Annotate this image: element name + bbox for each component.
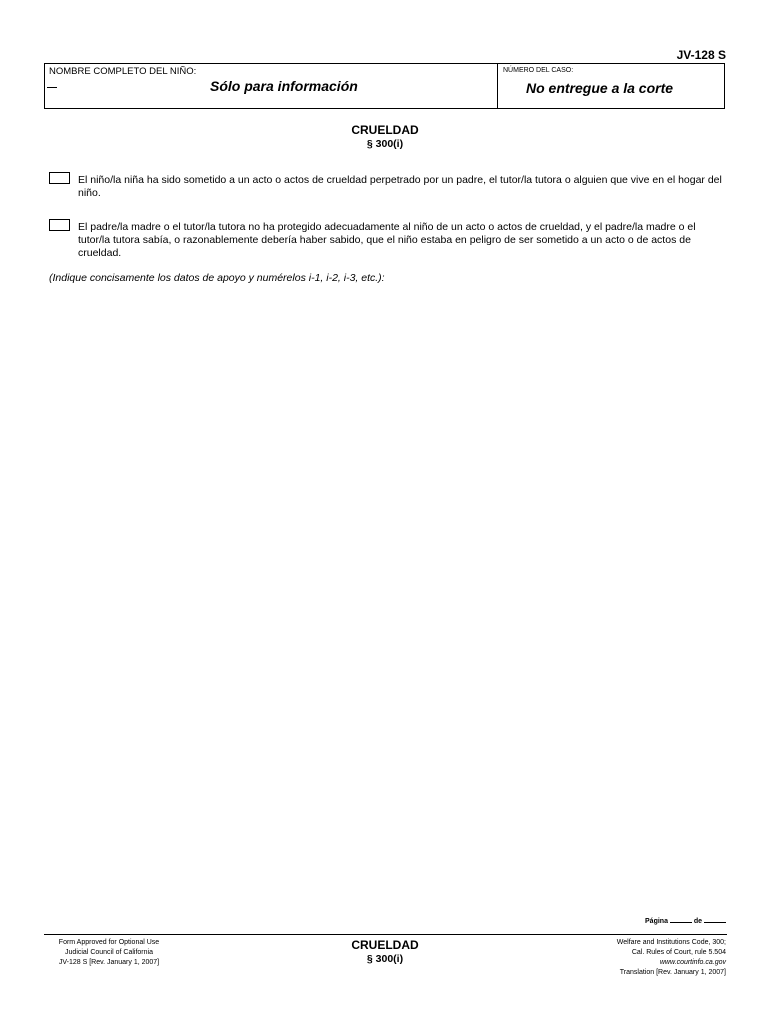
header-divider	[497, 64, 498, 108]
no-deliver-notice: No entregue a la corte	[526, 80, 674, 96]
footer-revision-line: JV-128 S [Rev. January 1, 2007]	[58, 959, 160, 966]
footer-code-line: Welfare and Institutions Code, 300;	[616, 939, 726, 946]
footer-rule	[44, 934, 727, 935]
child-name-label: NOMBRE COMPLETO DEL NIÑO:	[49, 66, 197, 77]
form-section: § 300(i)	[366, 138, 404, 150]
info-only-notice: Sólo para información	[210, 78, 358, 94]
cruelty-by-household-text: El niño/la niña ha sido sometido a un acto o actos de crueldad perpetrado por un padre, el tutor/la tutora o alguien que vive en el hogar del niño.	[78, 174, 722, 199]
supporting-facts-instructions: (Indique concisamente los datos de apoyo y numérelos i-1, i-2, i-3, etc.):	[49, 272, 385, 284]
footer-translation-line: Translation [Rev. January 1, 2007]	[619, 969, 726, 976]
child-name-field[interactable]	[47, 87, 57, 88]
footer-approval-line: Form Approved for Optional Use	[58, 939, 160, 946]
footer-legal	[560, 938, 726, 978]
failure-to-protect-text: El padre/la madre o el tutor/la tutora no ha protegido adecuadamente al niño de un acto o actos de crueldad, y el padre/la madre o el tutor/la tutora sabía, o razonablemente debería haber sabido, que el niño estaba en peligro de ser sometido a un acto o de actos de crueldad.	[78, 221, 696, 259]
footer-council-line: Judicial Council of California	[65, 949, 153, 956]
page-number-field[interactable]	[670, 922, 692, 923]
of-label: de	[693, 918, 703, 925]
page-label: Página	[645, 918, 668, 925]
footer-section: § 300(i)	[366, 953, 404, 965]
form-number: JV-128 S	[676, 48, 726, 62]
footer-approval	[44, 938, 174, 968]
footer-website-link[interactable]: www.courtinfo.ca.gov	[659, 959, 726, 966]
footer-title: CRUELDAD	[351, 938, 419, 952]
form-title: CRUELDAD	[351, 123, 419, 137]
pagination	[560, 918, 726, 925]
case-number-label: NÚMERO DEL CASO:	[503, 67, 574, 74]
failure-to-protect-checkbox[interactable]	[49, 219, 70, 231]
cruelty-by-household-checkbox[interactable]	[49, 172, 70, 184]
footer-rule-line: Cal. Rules of Court, rule 5.504	[631, 949, 726, 956]
page-total-field[interactable]	[704, 922, 726, 923]
